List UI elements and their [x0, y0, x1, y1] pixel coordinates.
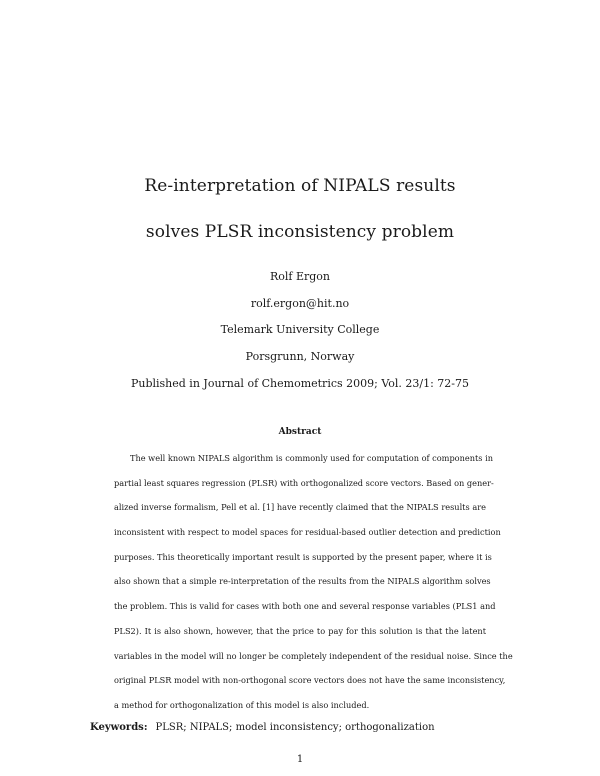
abstract-line: partial least squares regression (PLSR) with orthogonalized score vectors. Based on gener-	[114, 477, 494, 488]
author-email: rolf.ergon@hit.no	[250, 297, 350, 310]
abstract-line: original PLSR model with non-orthogonal score vectors does not have the same inconsistency,	[114, 675, 506, 686]
title-line-1: Re-interpretation of NIPALS results	[144, 176, 456, 196]
abstract-line: The well known NIPALS algorithm is commonly used for computation of components in	[130, 453, 493, 463]
abstract-line: PLS2). It is also shown, however, that the price to pay for this solution is that the latent	[114, 625, 486, 636]
keywords	[90, 722, 435, 733]
abstract-line: purposes. This theoretically important result is supported by the present paper, where it is	[114, 551, 492, 562]
author-name: Rolf Ergon	[269, 270, 331, 283]
abstract-line: a method for orthogonalization of this model is also included.	[114, 699, 370, 710]
abstract-line: alized inverse formalism, Pell et al. [1] have recently claimed that the NIPALS results are	[114, 502, 486, 513]
author-location: Porsgrunn, Norway	[245, 350, 355, 363]
keywords-text: PLSR; NIPALS; model inconsistency; orthogonalization	[155, 722, 435, 733]
title-line-2: solves PLSR inconsistency problem	[145, 222, 455, 242]
keywords-label: Keywords:	[90, 722, 148, 733]
page-number: 1	[296, 754, 304, 765]
abstract-body	[114, 446, 513, 718]
abstract-line: inconsistent with respect to model spaces for residual-based outlier detection and prediction	[114, 527, 501, 538]
publication-info: Published in Journal of Chemometrics 2009; Vol. 23/1: 72-75	[130, 377, 470, 390]
abstract-line: variables in the model will no longer be completely independent of the residual noise. Since the	[114, 650, 513, 661]
abstract-line: the problem. This is valid for cases with both one and several response variables (PLS1 and	[114, 601, 496, 612]
abstract-heading: Abstract	[278, 427, 322, 437]
abstract-line: also shown that a simple re-interpretation of the results from the NIPALS algorithm solves	[114, 576, 491, 587]
author-affiliation: Telemark University College	[220, 323, 380, 336]
